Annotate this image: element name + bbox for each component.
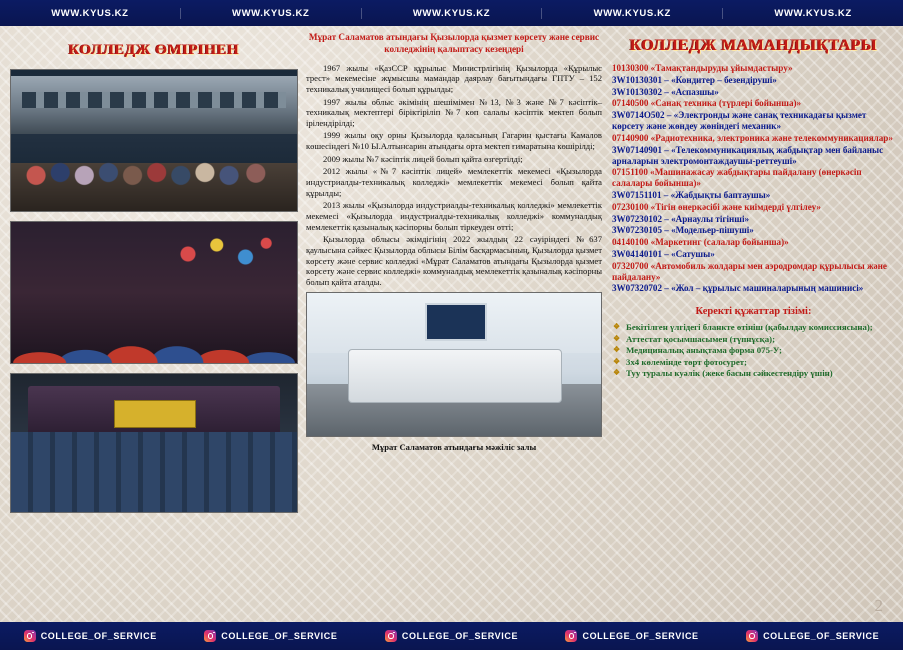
specialty-item: 3W07140901 – «Телекоммуникациялық жабдықтар мен байланыс арналарын электромонтаждаушы-реттеуші» <box>612 144 884 166</box>
specialty-item: 07151100 «Машинажасау жабдықтары пайдалану (өнеркәсіп салалары бойынша)» <box>612 167 862 189</box>
specialty-item: 07140500 «Санақ техника (түрлері бойынша)» <box>612 98 802 109</box>
top-website-ribbon <box>0 0 903 26</box>
document-item: ❖ Аттестат қосымшасымен (түпнұсқа); <box>612 334 895 345</box>
instagram-handle[interactable] <box>361 630 542 642</box>
history-paragraph: 2012 жылы «№7 кәсіптік лицей» мемлекеттік мекемесі «Қызылорда индустриалды-техникалық колледжі» мемлекеттік мекемесі болып қайта құрылды; <box>306 166 602 198</box>
specialty-item: 07230100 «Тігін өнеркәсібі және киімдерді үлгілеу» <box>612 201 821 212</box>
specialty-item: 3W07230102 – «Арнаулы тігінші» <box>612 213 750 224</box>
instagram-handle-label: COLLEGE_OF_SERVICE <box>401 631 519 641</box>
document-item: ❖ Медициналық анықтама форма 075-У; <box>612 345 895 356</box>
instagram-icon <box>746 630 758 642</box>
conference-table-shape <box>348 349 562 403</box>
photo-auditorium-event <box>10 373 298 513</box>
document-item: ❖ 3х4 көлемінде төрт фотосурет; <box>612 357 895 368</box>
documents-list <box>612 322 895 379</box>
dancers-shape <box>11 258 297 363</box>
specialty-item: 10130300 «Тамақтандыруды ұйымдастыру» <box>612 63 793 73</box>
left-column <box>10 32 298 612</box>
history-paragraph: 2013 жылы «Қызылорда индустриалды-техникалық колледжі» мемлекеттік мекемесі «Қызылорда индустриалды-техникалық колледжі» коммуналдық мемлекеттік қазыналық кәсіпорны болып тіркеуден өтті; <box>306 200 602 232</box>
history-paragraph: 1967 жылы «ҚазССР құрылыс Министрлігінің Қызылорда «Құрылыс трест» мекемесіне жұмысшы мамандар даярлау бағытындағы ГПТУ – 152 техникалық училищесі болып құрылды; <box>306 62 602 94</box>
history-paragraph: 1999 жылы оқу орны Қызылорда қаласының Гагарин қыстағы Камалов көшесіндегі №10 Ы.Алтынсарин атындағы орта мектеп ғимаратына көшірілді; <box>306 130 602 152</box>
website-label: WWW.KYUS.KZ <box>0 8 181 19</box>
history-title: Мұрат Саламатов атындағы Қызылорда қызмет көрсету және сервис колледжінің қалыптасу кезеңдері <box>308 32 600 54</box>
instagram-icon <box>565 630 577 642</box>
photo-dance-performance <box>10 221 298 364</box>
specialty-item: 07140900 «Радиотехника, электроника және телекоммуникациялар» <box>612 132 893 143</box>
seats-shape <box>11 432 297 512</box>
specialties-heading: КОЛЛЕДЖ МАМАНДЫҚТАРЫ <box>629 37 878 54</box>
specialty-item: 3W04140101 – «Сатушы» <box>612 249 715 259</box>
instagram-handle[interactable] <box>542 630 723 642</box>
projector-screen-shape <box>425 303 488 341</box>
documents-title: Керекті құжаттар тізімі: <box>695 306 812 318</box>
history-paragraph: 1997 жылы облыс әкімінің шешімімен №13, №3 және №7 кәсіптік–техникалық мектептері біріктіріліп №7 көп салалы кәсіптік мектеп болып ірілендірілді; <box>306 96 602 128</box>
instagram-handle-label: COLLEGE_OF_SERVICE <box>40 631 157 641</box>
people-shape <box>20 125 289 197</box>
history-paragraph: 2009 жылы №7 кәсіптік лицей болып қайта өзгертілді; <box>323 153 523 164</box>
specialty-item: 3W0714O502 – «Электронды және санақ техникадағы қызмет көрсету және жөндеу жөніндегі механик» <box>612 110 867 132</box>
document-item: ❖ Туу туралы куәлік (жеке басын сәйкестендіру үшін) <box>612 368 895 379</box>
specialty-item: 07320700 «Автомобиль жолдары мен аэродромдар құрылысы және пайдалану» <box>612 260 887 282</box>
instagram-icon <box>204 630 216 642</box>
specialty-item: 3W07320702 – «Жол – құрылыс машиналарының машинисі» <box>612 283 864 294</box>
document-item: ❖ Бекітілген үлгідегі бланкте өтініш (қабылдау комиссиясына); <box>612 322 895 333</box>
bottom-instagram-ribbon <box>0 622 903 650</box>
instagram-handle[interactable] <box>722 630 903 642</box>
instagram-icon <box>24 630 36 642</box>
website-label: WWW.KYUS.KZ <box>181 8 362 19</box>
right-column <box>612 32 895 612</box>
specialty-item: 04140100 «Маркетинг (салалар бойынша)» <box>612 237 789 248</box>
instagram-icon <box>385 630 397 642</box>
specialty-item: 3W10130302 – «Аспазшы» <box>612 86 719 97</box>
instagram-handle[interactable] <box>181 630 362 642</box>
specialty-item: 3W10130301 – «Кондитер – безендіруші» <box>612 74 777 85</box>
left-column-heading: КОЛЛЕДЖ ӨМІРІНЕН <box>68 42 240 58</box>
instagram-handle-label: COLLEGE_OF_SERVICE <box>582 631 699 641</box>
history-body <box>306 63 602 288</box>
page-number: 2 <box>874 596 883 615</box>
photo-assembly-hall <box>306 292 602 437</box>
website-label: WWW.KYUS.KZ <box>362 8 543 19</box>
specialties-list <box>612 63 895 294</box>
assembly-hall-caption: Мұрат Саламатов атындағы мәжіліс залы <box>371 441 537 452</box>
instagram-handle-label: COLLEGE_OF_SERVICE <box>763 631 880 641</box>
instagram-handle-label: COLLEGE_OF_SERVICE <box>221 631 338 641</box>
website-label: WWW.KYUS.KZ <box>542 8 723 19</box>
middle-column <box>306 32 602 612</box>
banner-shape <box>114 400 196 428</box>
website-label: WWW.KYUS.KZ <box>774 7 852 19</box>
instagram-handle[interactable] <box>0 630 181 642</box>
photo-train-group <box>10 69 298 212</box>
specialty-item: 3W07230105 – «Модельер-пішуші» <box>612 225 754 236</box>
history-paragraph: Қызылорда облысы әкімдігінің 2022 жылдың 22 сәуіріндегі №637 қаулысына сәйкес Қызылорда облысы Білім басқармасының, Қызылорда қызмет көрсету және сервис колледжі «Мұрат Саламатов атындағы Қызылорда қызмет көрсету және сервис колледжі» коммуналдық мемлекеттік қазыналық кәсіпорны болып қайта аталды. <box>306 234 602 287</box>
specialty-item: 3W07151101 – «Жабдықты баптаушы» <box>612 189 771 200</box>
